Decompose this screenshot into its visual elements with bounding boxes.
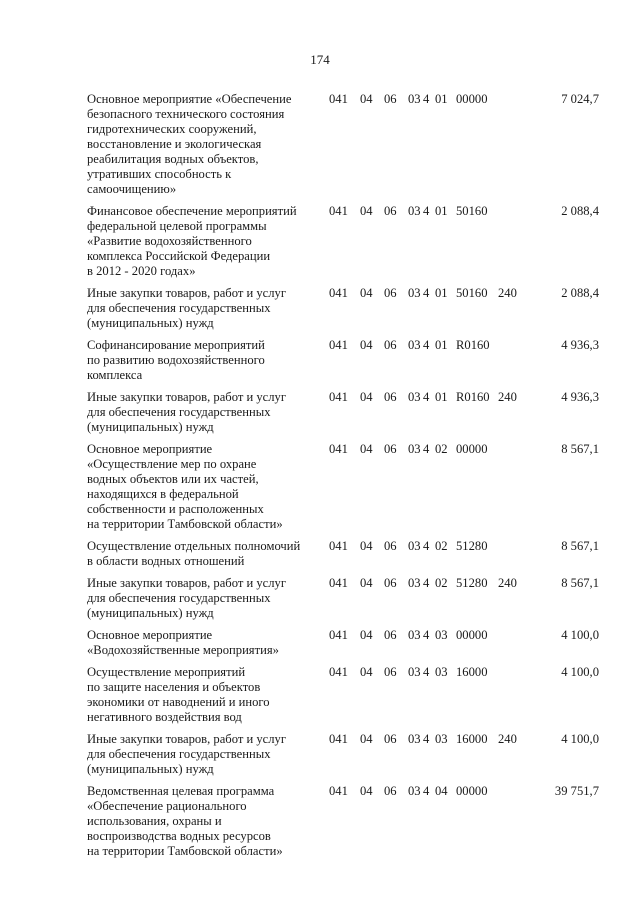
amount: 4 936,3 — [561, 390, 599, 404]
table-row — [87, 732, 599, 777]
subprogram-code: 4 — [423, 628, 430, 642]
row-description: Осуществление отдельных полномочий в области водных отношений — [87, 539, 301, 568]
table-row — [87, 784, 599, 859]
event-code: 01 — [435, 338, 448, 352]
amount: 4 936,3 — [561, 338, 599, 352]
subsection-code: 06 — [384, 286, 397, 300]
subsection-code: 06 — [384, 784, 397, 798]
section-code: 04 — [360, 665, 373, 679]
budget-table — [87, 92, 599, 866]
event-code: 01 — [435, 204, 448, 218]
event-code: 02 — [435, 539, 448, 553]
amount: 2 088,4 — [561, 204, 599, 218]
event-code: 01 — [435, 92, 448, 106]
department-code: 041 — [329, 204, 348, 218]
department-code: 041 — [329, 732, 348, 746]
section-code: 04 — [360, 204, 373, 218]
direction-code: 50160 — [456, 286, 488, 300]
subsection-code: 06 — [384, 732, 397, 746]
program-code: 03 — [408, 92, 421, 106]
table-row — [87, 628, 599, 658]
program-code: 03 — [408, 286, 421, 300]
event-code: 01 — [435, 390, 448, 404]
direction-code: 50160 — [456, 204, 488, 218]
program-code: 03 — [408, 784, 421, 798]
direction-code: 16000 — [456, 665, 488, 679]
expense-type-code: 240 — [498, 576, 517, 590]
section-code: 04 — [360, 628, 373, 642]
table-row — [87, 390, 599, 435]
section-code: 04 — [360, 784, 373, 798]
event-code: 01 — [435, 286, 448, 300]
direction-code: 00000 — [456, 92, 488, 106]
program-code: 03 — [408, 665, 421, 679]
section-code: 04 — [360, 442, 373, 456]
direction-code: R0160 — [456, 390, 490, 404]
department-code: 041 — [329, 286, 348, 300]
table-row — [87, 338, 599, 383]
event-code: 02 — [435, 576, 448, 590]
program-code: 03 — [408, 338, 421, 352]
subsection-code: 06 — [384, 576, 397, 590]
amount: 8 567,1 — [561, 576, 599, 590]
program-code: 03 — [408, 732, 421, 746]
section-code: 04 — [360, 539, 373, 553]
subprogram-code: 4 — [423, 665, 430, 679]
row-description: Основное мероприятие «Водохозяйственные мероприятия» — [87, 628, 279, 657]
table-row — [87, 442, 599, 532]
table-row — [87, 576, 599, 621]
department-code: 041 — [329, 539, 348, 553]
subprogram-code: 4 — [423, 732, 430, 746]
table-row — [87, 92, 599, 197]
amount: 8 567,1 — [561, 539, 599, 553]
department-code: 041 — [329, 665, 348, 679]
table-row — [87, 204, 599, 279]
department-code: 041 — [329, 390, 348, 404]
event-code: 03 — [435, 628, 448, 642]
subprogram-code: 4 — [423, 338, 430, 352]
row-description: Иные закупки товаров, работ и услуг для обеспечения государственных (муниципальных) нужд — [87, 576, 287, 620]
section-code: 04 — [360, 92, 373, 106]
row-description: Финансовое обеспечение мероприятий федеральной целевой программы «Развитие водохозяйственного комплекса Российской Федерации в 2012 - 2020 годах» — [87, 204, 297, 278]
department-code: 041 — [329, 628, 348, 642]
direction-code: R0160 — [456, 338, 490, 352]
row-description: Иные закупки товаров, работ и услуг для обеспечения государственных (муниципальных) нужд — [87, 286, 287, 330]
department-code: 041 — [329, 92, 348, 106]
subprogram-code: 4 — [423, 784, 430, 798]
program-code: 03 — [408, 539, 421, 553]
expense-type-code: 240 — [498, 286, 517, 300]
amount: 4 100,0 — [561, 628, 599, 642]
subsection-code: 06 — [384, 338, 397, 352]
section-code: 04 — [360, 732, 373, 746]
section-code: 04 — [360, 338, 373, 352]
table-row — [87, 665, 599, 725]
direction-code: 51280 — [456, 539, 488, 553]
row-description: Ведомственная целевая программа «Обеспечение рационального использования, охраны и воспроизводства водных ресурсов на территории Тамбовской области» — [87, 784, 283, 858]
subsection-code: 06 — [384, 539, 397, 553]
department-code: 041 — [329, 784, 348, 798]
event-code: 02 — [435, 442, 448, 456]
department-code: 041 — [329, 576, 348, 590]
program-code: 03 — [408, 204, 421, 218]
subprogram-code: 4 — [423, 92, 430, 106]
amount: 2 088,4 — [561, 286, 599, 300]
event-code: 03 — [435, 732, 448, 746]
program-code: 03 — [408, 576, 421, 590]
amount: 7 024,7 — [561, 92, 599, 106]
subprogram-code: 4 — [423, 390, 430, 404]
expense-type-code: 240 — [498, 732, 517, 746]
event-code: 03 — [435, 665, 448, 679]
direction-code: 00000 — [456, 442, 488, 456]
program-code: 03 — [408, 442, 421, 456]
row-description: Основное мероприятие «Обеспечение безопасного технического состояния гидротехнических сооружений, восстановление и экологическая реабилитация водных объектов, утративших способность к самоочищению» — [87, 92, 292, 196]
program-code: 03 — [408, 390, 421, 404]
subprogram-code: 4 — [423, 539, 430, 553]
page-number: 174 — [310, 52, 330, 67]
row-description: Основное мероприятие «Осуществление мер по охране водных объектов или их частей, находящихся в федеральной собственности и расположенных на территории Тамбовской области» — [87, 442, 283, 531]
row-description: Софинансирование мероприятий по развитию водохозяйственного комплекса — [87, 338, 265, 382]
subsection-code: 06 — [384, 665, 397, 679]
subsection-code: 06 — [384, 390, 397, 404]
section-code: 04 — [360, 390, 373, 404]
row-description: Иные закупки товаров, работ и услуг для обеспечения государственных (муниципальных) нужд — [87, 732, 287, 776]
department-code: 041 — [329, 338, 348, 352]
subsection-code: 06 — [384, 92, 397, 106]
amount: 4 100,0 — [561, 732, 599, 746]
direction-code: 00000 — [456, 784, 488, 798]
table-row — [87, 286, 599, 331]
program-code: 03 — [408, 628, 421, 642]
row-description: Иные закупки товаров, работ и услуг для обеспечения государственных (муниципальных) нужд — [87, 390, 287, 434]
subprogram-code: 4 — [423, 576, 430, 590]
direction-code: 00000 — [456, 628, 488, 642]
direction-code: 51280 — [456, 576, 488, 590]
subprogram-code: 4 — [423, 286, 430, 300]
amount: 8 567,1 — [561, 442, 599, 456]
amount: 4 100,0 — [561, 665, 599, 679]
department-code: 041 — [329, 442, 348, 456]
section-code: 04 — [360, 576, 373, 590]
subsection-code: 06 — [384, 204, 397, 218]
subsection-code: 06 — [384, 442, 397, 456]
expense-type-code: 240 — [498, 390, 517, 404]
table-row — [87, 539, 599, 569]
direction-code: 16000 — [456, 732, 488, 746]
subsection-code: 06 — [384, 628, 397, 642]
subprogram-code: 4 — [423, 204, 430, 218]
event-code: 04 — [435, 784, 448, 798]
amount: 39 751,7 — [554, 784, 599, 798]
section-code: 04 — [360, 286, 373, 300]
subprogram-code: 4 — [423, 442, 430, 456]
row-description: Осуществление мероприятий по защите населения и объектов экономики от наводнений и иного негативного воздействия вод — [87, 665, 270, 724]
